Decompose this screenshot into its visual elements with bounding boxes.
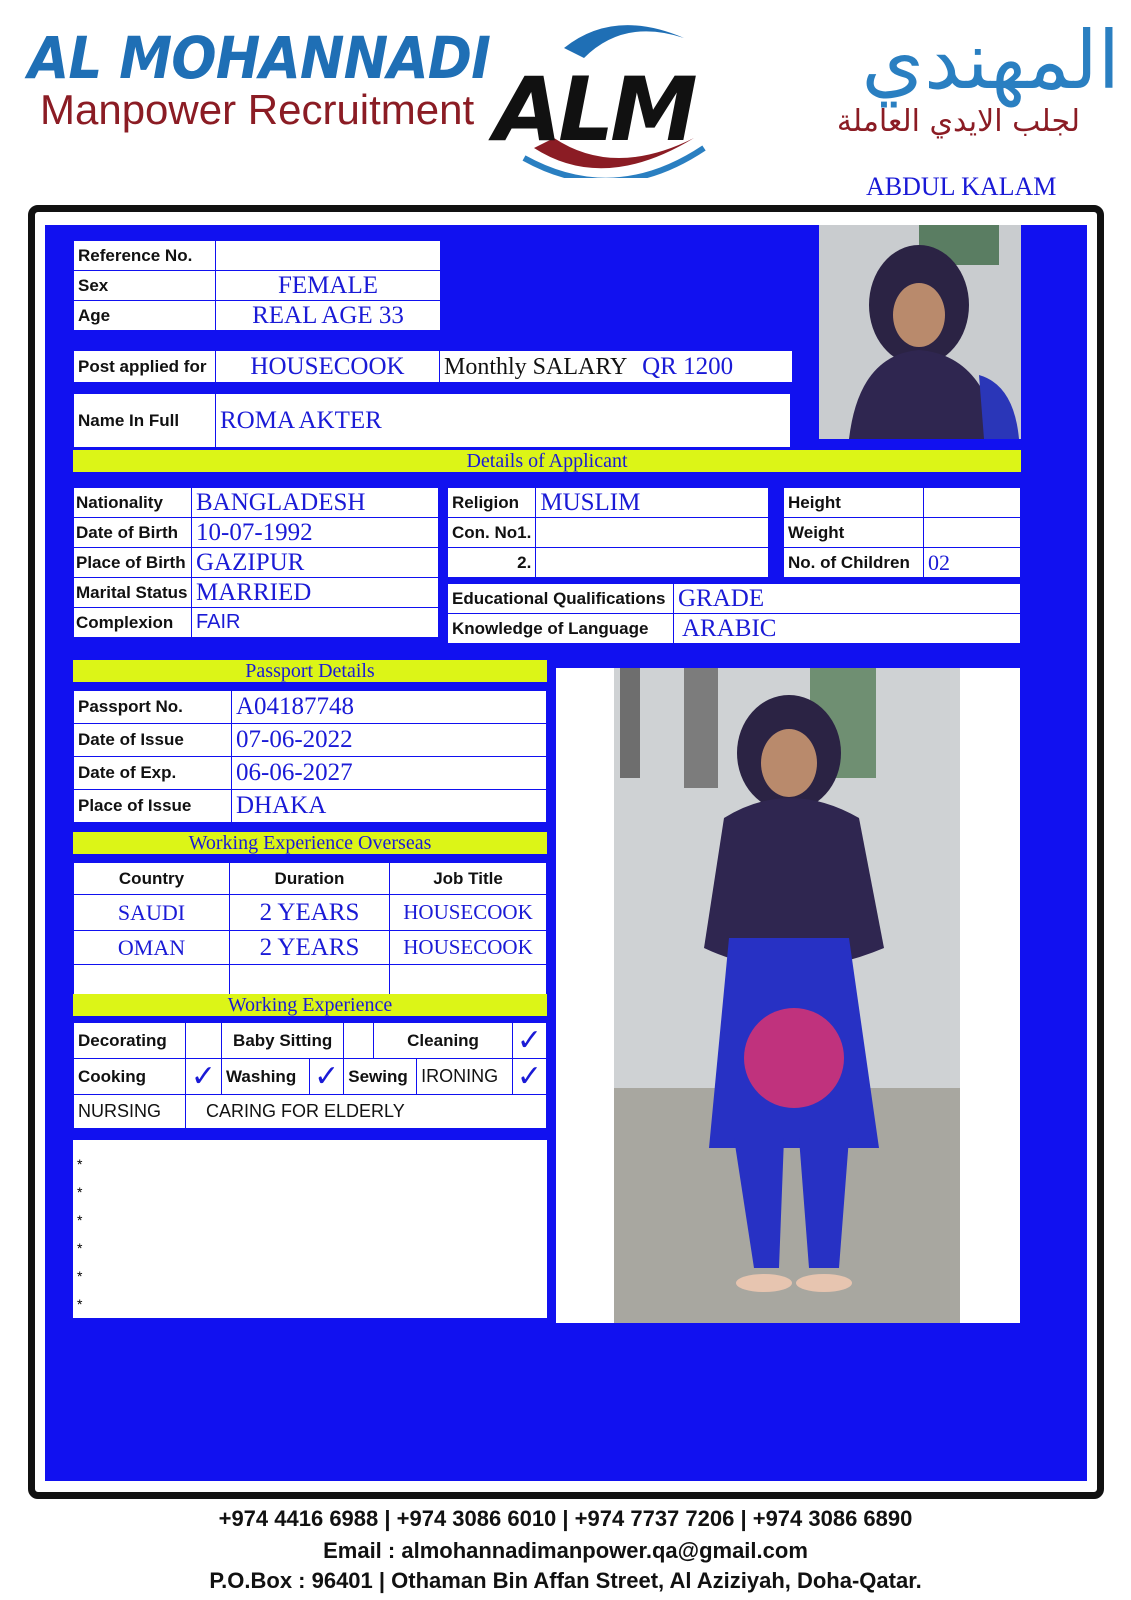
ironing-check-icon: ✓: [512, 1059, 546, 1095]
overseas-empty-cell: [74, 965, 230, 995]
language-value: ARABIC: [674, 614, 1021, 644]
children-value: 02: [924, 548, 1021, 578]
passport-no-label: Passport No.: [74, 691, 232, 724]
height-label: Height: [784, 488, 924, 518]
passport-table: [73, 690, 547, 823]
footer-email: Email : almohannadimanpower.qa@gmail.com: [323, 1538, 808, 1563]
cooking-check-icon: ✓: [186, 1059, 222, 1095]
weight-value: [924, 518, 1021, 548]
note-line: *: [77, 1212, 83, 1228]
details-title-bar: Details of Applicant: [73, 450, 1021, 472]
con2-value: [536, 548, 769, 578]
complexion-label: Complexion: [74, 608, 192, 638]
weight-label: Weight: [784, 518, 924, 548]
details-left-table: [73, 487, 439, 638]
brand-name: AL MOHANNADI: [28, 24, 491, 92]
sex-value: FEMALE: [216, 271, 441, 301]
pob-label: Place of Birth: [74, 548, 192, 578]
brand-subtitle: Manpower Recruitment: [40, 86, 475, 133]
basic-info-table: [73, 240, 441, 331]
note-line: *: [77, 1240, 83, 1256]
washing-check-icon: ✓: [310, 1059, 344, 1095]
skill-baby-sitting-check: [344, 1023, 374, 1059]
nationality-label: Nationality: [74, 488, 192, 518]
height-value: [924, 488, 1021, 518]
passport-place-label: Place of Issue: [74, 790, 232, 823]
name-label: Name In Full: [74, 394, 216, 448]
passport-exp-label: Date of Exp.: [74, 757, 232, 790]
details-religion-table: [447, 487, 769, 578]
overseas-empty-cell: [390, 965, 547, 995]
passport-title-bar: Passport Details: [73, 660, 547, 682]
passport-issue-label: Date of Issue: [74, 724, 232, 757]
overseas-header-duration: Duration: [230, 863, 390, 895]
passport-exp-value: 06-06-2027: [232, 757, 547, 790]
overseas-row-2-job: HOUSECOOK: [390, 931, 547, 965]
overseas-table: [73, 862, 547, 995]
skill-decorating-check: [186, 1023, 222, 1059]
dob-value: 10-07-1992: [192, 518, 439, 548]
footer-address: P.O.Box : 96401 | Othaman Bin Affan Street, Al Aziziyah, Doha-Qatar.: [209, 1568, 922, 1593]
post-value: HOUSECOOK: [216, 351, 440, 383]
overseas-row-1-country: SAUDI: [74, 895, 230, 931]
skill-cooking: Cooking: [74, 1059, 186, 1095]
passport-issue-value: 07-06-2022: [232, 724, 547, 757]
overseas-title-bar: Working Experience Overseas: [73, 832, 547, 854]
name-value: ROMA AKTER: [216, 394, 791, 448]
marital-value: MARRIED: [192, 578, 439, 608]
note-line: *: [77, 1268, 83, 1284]
note-line: *: [77, 1184, 83, 1200]
applicant-photo-full: [614, 668, 960, 1323]
skill-decorating: Decorating: [74, 1023, 186, 1059]
con2-label: 2.: [448, 548, 536, 578]
details-education-table: [447, 583, 1021, 644]
cleaning-check-icon: ✓: [512, 1023, 546, 1059]
nationality-value: BANGLADESH: [192, 488, 439, 518]
agent-name: ABDUL KALAM: [866, 172, 1057, 201]
skill-baby-sitting: Baby Sitting: [222, 1023, 344, 1059]
con1-label: Con. No1.: [448, 518, 536, 548]
overseas-header-job: Job Title: [390, 863, 547, 895]
post-label: Post applied for: [74, 351, 216, 383]
overseas-empty-cell: [230, 965, 390, 995]
salary-cell: [440, 351, 793, 383]
skill-ironing: IRONING: [417, 1059, 513, 1095]
note-line: *: [77, 1296, 83, 1312]
passport-no-value: A04187748: [232, 691, 547, 724]
complexion-value: FAIR: [192, 608, 439, 638]
salary-label: Monthly SALARY: [444, 353, 628, 380]
details-physical-table: [783, 487, 1021, 578]
skill-sewing: Sewing: [344, 1059, 417, 1095]
experience-skills-table: [73, 1022, 547, 1129]
note-line: *: [77, 1156, 83, 1172]
reference-value: [216, 241, 441, 271]
age-label: Age: [74, 301, 216, 331]
religion-value: MUSLIM: [536, 488, 769, 518]
arabic-brand-subtitle: لجلب الايدي العاملة: [836, 104, 1080, 139]
overseas-row-2-duration: 2 YEARS: [230, 931, 390, 965]
education-label: Educational Qualifications: [448, 584, 674, 614]
education-value: GRADE: [674, 584, 1021, 614]
children-label: No. of Children: [784, 548, 924, 578]
marital-label: Marital Status: [74, 578, 192, 608]
dob-label: Date of Birth: [74, 518, 192, 548]
alm-logo: [494, 18, 724, 178]
arabic-brand-name: المهندي: [861, 14, 1120, 107]
pob-value: GAZIPUR: [192, 548, 439, 578]
skill-elderly: CARING FOR ELDERLY: [186, 1095, 547, 1129]
skill-nursing: NURSING: [74, 1095, 186, 1129]
applicant-photo-full-frame: [556, 668, 1020, 1323]
alm-logo-text: ALM: [494, 58, 694, 161]
age-value: REAL AGE 33: [216, 301, 441, 331]
notes-box: [73, 1140, 547, 1318]
religion-label: Religion: [448, 488, 536, 518]
sex-label: Sex: [74, 271, 216, 301]
salary-value: QR 1200: [642, 352, 734, 380]
overseas-row-2-country: OMAN: [74, 931, 230, 965]
language-label: Knowledge of Language: [448, 614, 674, 644]
overseas-row-1-duration: 2 YEARS: [230, 895, 390, 931]
footer-phones: +974 4416 6988 | +974 3086 6010 | +974 7737 7206 | +974 3086 6890: [218, 1506, 913, 1531]
skill-washing: Washing: [222, 1059, 310, 1095]
applicant-photo-portrait: [819, 225, 1021, 439]
passport-place-value: DHAKA: [232, 790, 547, 823]
overseas-row-1-job: HOUSECOOK: [390, 895, 547, 931]
reference-label: Reference No.: [74, 241, 216, 271]
con1-value: [536, 518, 769, 548]
skill-cleaning: Cleaning: [374, 1023, 513, 1059]
experience-title-bar: Working Experience: [73, 994, 547, 1016]
post-table: [73, 350, 793, 383]
overseas-header-country: Country: [74, 863, 230, 895]
name-table: [73, 393, 791, 448]
